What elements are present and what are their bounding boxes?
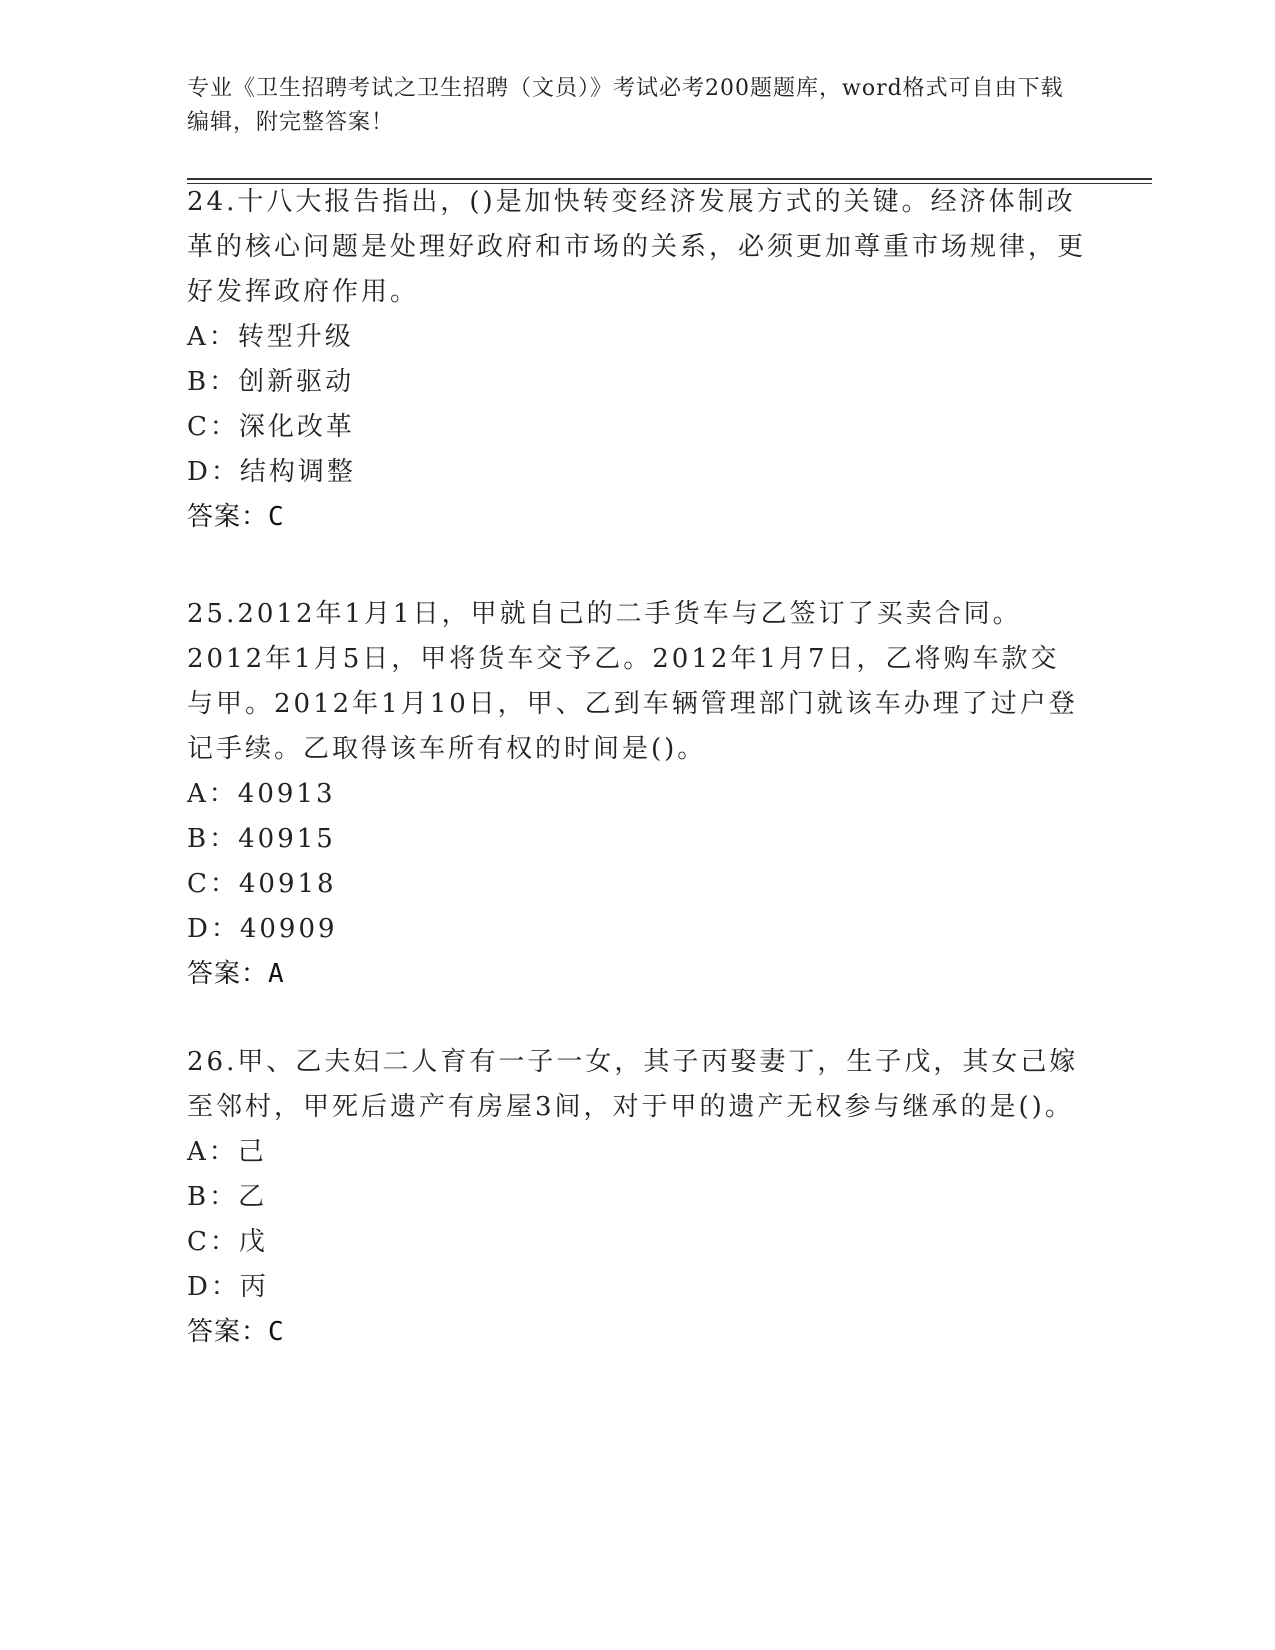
- answer-label: 答案：: [187, 502, 269, 532]
- question-26: [187, 1040, 1087, 1355]
- option-c: C：深化改革: [187, 412, 355, 442]
- question-25: [187, 592, 1087, 997]
- question-stem: 24.十八大报告指出，()是加快转变经济发展方式的关键。经济体制改革的核心问题是处理好政府和市场的关系，必须更加尊重市场规律，更好发挥政府作用。: [187, 187, 1087, 307]
- option-a: A：40913: [187, 779, 336, 809]
- answer-value: A: [268, 959, 285, 989]
- answer-label: 答案：: [187, 959, 269, 989]
- option-d: D：40909: [187, 914, 338, 944]
- answer-line: [187, 1310, 1087, 1355]
- answer-line: [187, 952, 1087, 997]
- answer-value: C: [268, 502, 285, 532]
- option-b: B：40915: [187, 824, 336, 854]
- option-d: D：丙: [187, 1272, 269, 1302]
- answer-value: C: [268, 1317, 285, 1347]
- answer-line: [187, 495, 1087, 540]
- option-a: A：转型升级: [187, 322, 354, 352]
- question-stem: 26.甲、乙夫妇二人育有一子一女，其子丙娶妻丁，生子戊，其女己嫁至邻村，甲死后遗产有房屋3间，对于甲的遗产无权参与继承的是()。: [187, 1047, 1079, 1122]
- option-d: D：结构调整: [187, 457, 356, 487]
- option-b: B：创新驱动: [187, 367, 355, 397]
- header-text: 专业《卫生招聘考试之卫生招聘（文员）》考试必考200题题库，word格式可自由下载编辑，附完整答案！: [187, 76, 1064, 135]
- option-c: C：40918: [187, 869, 337, 899]
- answer-label: 答案：: [187, 1317, 269, 1347]
- option-b: B：乙: [187, 1182, 268, 1212]
- question-24: [187, 180, 1087, 540]
- question-stem: 25.2012年1月1日，甲就自己的二手货车与乙签订了买卖合同。2012年1月5日，甲将货车交予乙。2012年1月7日，乙将购车款交与甲。2012年1月10日，甲、乙到车辆管理部门就该车办理了过户登记手续。乙取得该车所有权的时间是()。: [187, 599, 1078, 764]
- option-c: C：戊: [187, 1227, 268, 1257]
- document-header: [187, 72, 1067, 140]
- option-a: A：己: [187, 1137, 267, 1167]
